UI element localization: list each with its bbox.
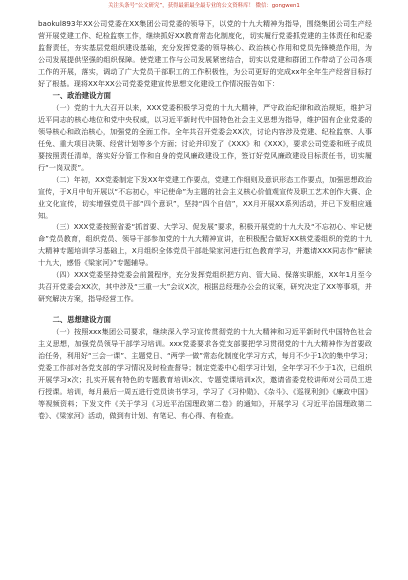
document-body xyxy=(0,14,408,580)
body-paragraph: （二）年初，XX党委制定下发XX年党建工作要点，党建工作细则及意识形态工作要点，加强思想政治宣传，于X月中旬开展以“不忘初心，牢记使命”为主题的社会主义核心价值观宣传及职工艺术创作大赛、企业文化宣传，切实增强党员干部“四个意识”，坚持“四个自信”，XX月开展XX系列活动，并已下发相应通知。 xyxy=(38,174,372,220)
header-banner: 关注头条号“公文研究”，获得最新最全最专业的公文资料库！ 微信：gongwen1 xyxy=(0,0,408,13)
body-paragraph: （一）按照xxx集团公司要求，继续深入学习宣传贯彻党的十九大精神和习近平新时代中国特色社会主义思想，加强党员领导干部学习培训。xxx党委要求各党支部要把学习贯彻党的十九大精神作为首要政治任务，利用好“三会一课”、主题党日、“两学一做”常态化制度化学习方式，每月不少于1次的集中学习；党委工作部对各党支部的学习情况及时检查督导；制定党委中心组学习计划，全年学习不少于1次，已组织开展学习x次；扎实开展有特色的专题教育培训x次、专题党课培训x次，邀请省委党校讲师对公司员工进行授课。培训，每月最后一周五进行党员读书学习，学习了《习仲勋》、《杂斗》、《巡视利剑》《廉政中国》等视频资料；下发文件《关于学习《习近平治国理政第二卷》的通知》，开展学习《习近平治国理政第二卷》、《梁家河》活动，做到有计划、有笔记、有心得、有检查。 xyxy=(38,327,372,420)
body-paragraph: （一）党的十九大召开以来，XXX党委积极学习党的十九大精神，严守政治纪律和政治规矩，维护习近平同志的核心地位和党中央权威，以习近平新时代中国特色社会主义思想为指导，维护国有企业党委的领导核心和政治核心，加强党的全面工作。全年共召开党委会XX次，讨论内容涉及党建、纪检监察、人事任免、重大项目决策、经营计划等多个方面；讨论并印发了《XXX》和《XXX》，要求公司党委和班子成员要按照责任清单，落实好分管工作和自身的党风廉政建设工作，签订好党风廉政建设目标责任书，切实履行“一岗双责”。 xyxy=(38,102,372,172)
section-heading: 二、思想建设方面 xyxy=(52,315,111,325)
body-paragraph: （四）XXX党委坚持党委会前置程序，充分发挥党组织把方向、管大局、保落实职能，XX年1月至今共召开党委会XX次，其中涉及“三重一大”会议X次，根据总经理办公会的议案，研究决定了XX等事项，并研究解决方案，指导经营工作。 xyxy=(38,270,372,304)
section-heading: 一、政治建设方面 xyxy=(52,90,111,100)
section-spacer xyxy=(38,305,372,314)
body-paragraph: baokul893年XX公司党委在XX集团公司党委的领导下，以党的十九大精神为指导，围绕集团公司生产经营开展党建工作、纪检监察工作，继续抓好XX教育常态化制度化，切实履行党委抓党建的主体责任和纪委监督责任，夯实基层党组织建设基础，充分发挥党委的领导核心、政治核心作用和党员先锋模范作用，为公司发展提供坚强的组织保障。使党建工作与公司发展紧密结合，切实以党建和群团工作带动了公司各项工作的开展，落实，调动了广大党员干部职工的工作积极性，为公司更好的完成xx年全年生产经营目标打好了根基。现将XX年XX公司党委党建宣传思想文化建设工作情况报告如下： xyxy=(38,19,372,88)
body-paragraph: （三）XXX党委按照省委“抓首要、大学习、促发展”要求，积极开展党的十九大及“不忘初心、牢记使命”党员教育，组织党员、领导干部参加党的十九大精神宣讲，在积极配合做好XX核党委组织的党的十九大精神专题培训学习基础上，X月组织全体党员干部赴梁家河进行红色教育学习，并邀请XXX同志作“解读十九大，感悟《梁家河》”专题辅导。 xyxy=(38,222,372,268)
